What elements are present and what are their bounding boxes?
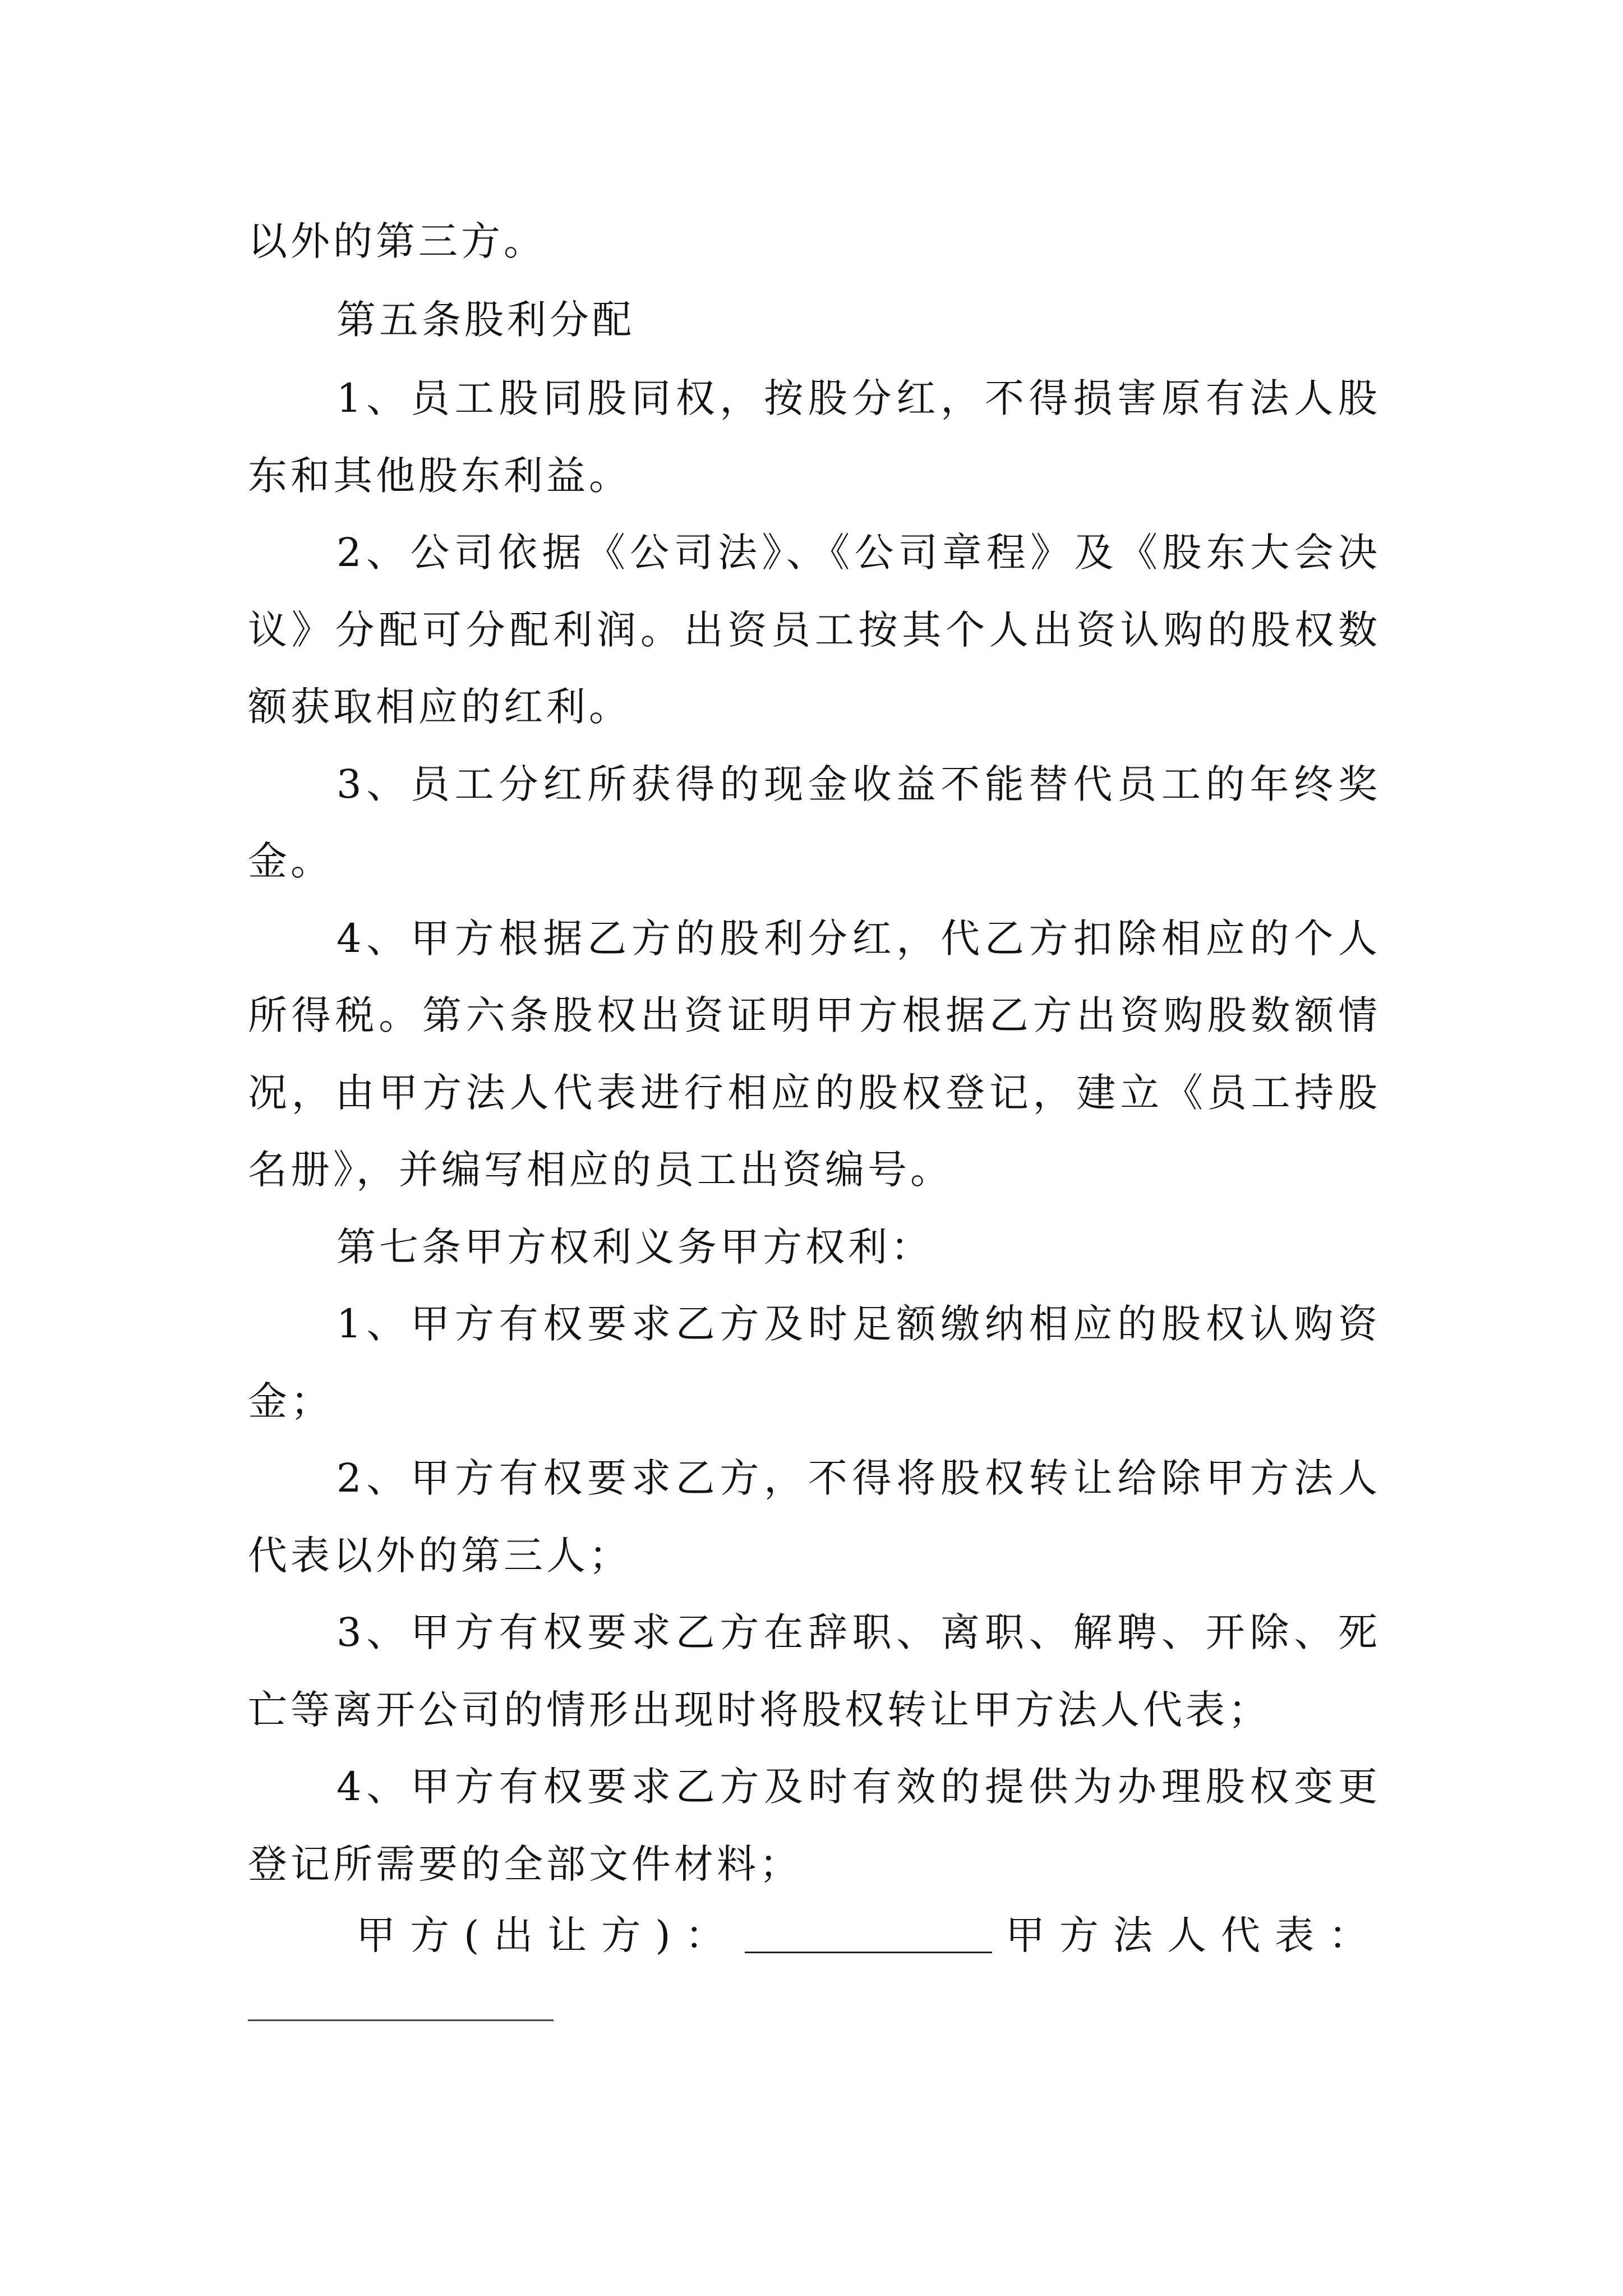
paragraph-line: 登记所需要的全部文件材料； [248,1841,802,1887]
legal-representative-label: 甲方法人代表： [1006,1912,1382,1958]
article-heading: 第五条股利分配 [336,297,635,343]
paragraph-line: 1、甲方有权要求乙方及时足额缴纳相应的股权认购资 [336,1301,1381,1347]
paragraph-line: 4、甲方有权要求乙方及时有效的提供为办理股权变更 [336,1764,1381,1810]
paragraph-line: 额获取相应的红利。 [248,684,631,730]
transferor-label: 甲方(出让方)： [356,1912,739,1958]
paragraph-line: 议》分配可分配利润。出资员工按其个人出资认购的股权数 [248,607,1381,653]
paragraph-line: 1、员工股同股同权，按股分红，不得损害原有法人股 [336,375,1381,421]
paragraph-line: 所得税。第六条股权出资证明甲方根据乙方出资购股数额情 [248,992,1381,1038]
paragraph-line: 代表以外的第三人； [248,1533,631,1579]
paragraph-line: 金。 [248,838,333,884]
paragraph-line: 金； [248,1378,333,1424]
paragraph-line: 名册》，并编写相应的员工出资编号。 [248,1147,953,1193]
signature-line [356,1907,1382,1963]
paragraph-line: 东和其他股东利益。 [248,453,631,499]
article-heading: 第七条甲方权利义务甲方权利： [336,1224,933,1270]
paragraph-line: 4、甲方根据乙方的股利分红，代乙方扣除相应的个人 [336,915,1381,961]
paragraph-line: 3、员工分红所获得的现金收益不能替代员工的年终奖 [336,761,1381,807]
paragraph-line: 3、甲方有权要求乙方在辞职、离职、解聘、开除、死 [336,1609,1381,1655]
paragraph-line: 以外的第三方。 [248,218,546,264]
paragraph-line: 2、公司依据《公司法》、《公司章程》及《股东大会决 [336,530,1381,576]
paragraph-line: 亡等离开公司的情形出现时将股权转让甲方法人代表； [248,1687,1271,1733]
paragraph-line: 况，由甲方法人代表进行相应的股权登记，建立《员工持股 [248,1070,1381,1116]
footnote-separator [248,2019,554,2021]
paragraph-line: 2、甲方有权要求乙方，不得将股权转让给除甲方法人 [336,1455,1381,1501]
signature-blank [745,1918,992,1953]
